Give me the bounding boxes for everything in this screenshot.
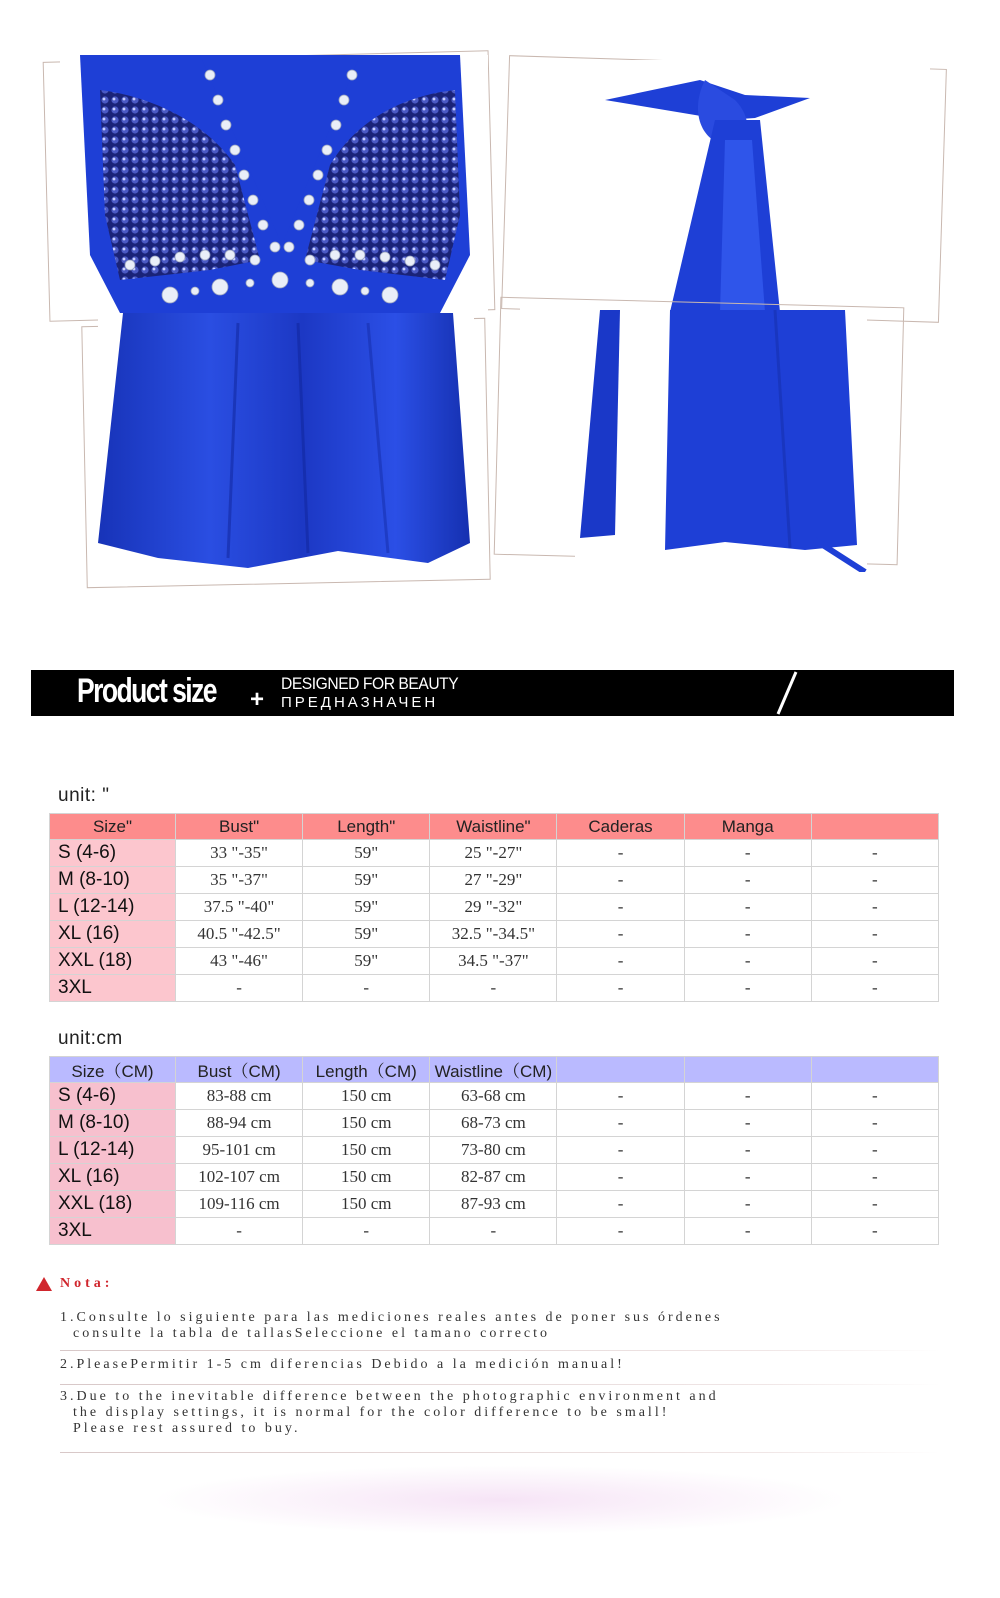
table-cell: - bbox=[684, 867, 811, 894]
size-cell: M (8-10) bbox=[50, 1110, 176, 1137]
table-cell: - bbox=[811, 840, 938, 867]
table-row bbox=[50, 1164, 939, 1191]
table-cell: 25 "-27" bbox=[430, 840, 557, 867]
table-cell: - bbox=[811, 867, 938, 894]
table-cell: - bbox=[557, 948, 684, 975]
table-cell: 27 "-29" bbox=[430, 867, 557, 894]
table-cell: 95-101 cm bbox=[176, 1137, 303, 1164]
table-cell: 59" bbox=[303, 921, 430, 948]
size-table-cm bbox=[49, 1056, 939, 1245]
table-header-row bbox=[50, 814, 939, 840]
table-cell: - bbox=[557, 1164, 684, 1191]
table-cell: 59" bbox=[303, 867, 430, 894]
table-cell: - bbox=[557, 867, 684, 894]
table-row bbox=[50, 1137, 939, 1164]
table-cell: 59" bbox=[303, 894, 430, 921]
header-cell: Caderas bbox=[557, 814, 684, 840]
banner-subtitle-en: DESIGNED FOR BEAUTY bbox=[281, 674, 459, 693]
table-cell: 102-107 cm bbox=[176, 1164, 303, 1191]
table-cell: 150 cm bbox=[303, 1137, 430, 1164]
divider bbox=[60, 1384, 940, 1385]
table-cell: 87-93 cm bbox=[430, 1191, 557, 1218]
dress-front-bodice-photo bbox=[60, 55, 488, 313]
header-cell: Waistline" bbox=[430, 814, 557, 840]
dress-skirt-image bbox=[98, 313, 474, 575]
table-row bbox=[50, 840, 939, 867]
table-row bbox=[50, 867, 939, 894]
table-cell: - bbox=[684, 921, 811, 948]
table-cell: 63-68 cm bbox=[430, 1083, 557, 1110]
size-cell: L (12-14) bbox=[50, 1137, 176, 1164]
header-cell bbox=[557, 1057, 684, 1083]
unit-label-inch: unit: " bbox=[58, 785, 110, 806]
table-cell: 29 "-32" bbox=[430, 894, 557, 921]
divider bbox=[60, 1452, 940, 1453]
table-cell: 33 "-35" bbox=[176, 840, 303, 867]
table-cell: - bbox=[684, 1110, 811, 1137]
table-cell: - bbox=[430, 975, 557, 1002]
table-cell: 32.5 "-34.5" bbox=[430, 921, 557, 948]
table-cell: - bbox=[811, 1110, 938, 1137]
table-cell: - bbox=[811, 1137, 938, 1164]
table-cell: 73-80 cm bbox=[430, 1137, 557, 1164]
table-cell: - bbox=[811, 975, 938, 1002]
product-size-banner bbox=[31, 670, 954, 716]
divider bbox=[60, 1350, 940, 1351]
nota-heading: Nota: bbox=[60, 1276, 114, 1291]
note-item-2: 2.PleasePermitir 1-5 cm diferencias Debido a la medición manual! bbox=[60, 1357, 625, 1372]
table-cell: - bbox=[176, 1218, 303, 1245]
table-cell: 43 "-46" bbox=[176, 948, 303, 975]
table-cell: - bbox=[811, 1191, 938, 1218]
table-cell: - bbox=[684, 948, 811, 975]
table-cell: - bbox=[557, 894, 684, 921]
table-cell: - bbox=[684, 1083, 811, 1110]
size-cell: 3XL bbox=[50, 975, 176, 1002]
header-cell bbox=[811, 1057, 938, 1083]
table-row bbox=[50, 1110, 939, 1137]
table-cell: 150 cm bbox=[303, 1164, 430, 1191]
table-row bbox=[50, 921, 939, 948]
table-row bbox=[50, 1083, 939, 1110]
table-cell: - bbox=[811, 1083, 938, 1110]
size-cell: 3XL bbox=[50, 1218, 176, 1245]
unit-label-cm: unit:cm bbox=[58, 1028, 123, 1049]
table-cell: 150 cm bbox=[303, 1110, 430, 1137]
table-cell: 82-87 cm bbox=[430, 1164, 557, 1191]
note-item-3: 3.Due to the inevitable difference between the photographic environment and the display settings, it is normal for the color difference to be small! Please rest assured to buy. bbox=[60, 1389, 719, 1436]
table-cell: - bbox=[557, 1218, 684, 1245]
table-cell: - bbox=[303, 975, 430, 1002]
table-cell: - bbox=[303, 1218, 430, 1245]
table-cell: - bbox=[684, 1191, 811, 1218]
header-cell: Length" bbox=[303, 814, 430, 840]
table-cell: 150 cm bbox=[303, 1083, 430, 1110]
table-cell: - bbox=[684, 894, 811, 921]
table-cell: - bbox=[811, 1218, 938, 1245]
table-cell: - bbox=[684, 975, 811, 1002]
size-cell: L (12-14) bbox=[50, 894, 176, 921]
header-cell bbox=[684, 1057, 811, 1083]
table-row bbox=[50, 975, 939, 1002]
table-row bbox=[50, 1191, 939, 1218]
warning-triangle-icon bbox=[36, 1277, 52, 1291]
table-cell: - bbox=[684, 840, 811, 867]
decorative-glow bbox=[150, 1465, 850, 1535]
size-cell: S (4-6) bbox=[50, 840, 176, 867]
table-cell: 35 "-37" bbox=[176, 867, 303, 894]
size-cell: XXL (18) bbox=[50, 1191, 176, 1218]
header-cell: Bust" bbox=[176, 814, 303, 840]
table-header-row bbox=[50, 1057, 939, 1083]
slash-decoration bbox=[756, 670, 816, 716]
size-cell: XL (16) bbox=[50, 1164, 176, 1191]
banner-subtitle-ru: ПРЕДНАЗНАЧЕН bbox=[281, 694, 439, 711]
table-cell: - bbox=[557, 1083, 684, 1110]
header-cell: Waistline（CM) bbox=[430, 1057, 557, 1083]
dress-bow-image bbox=[520, 60, 930, 312]
size-table-inch bbox=[49, 813, 939, 1002]
banner-title: Product size bbox=[77, 672, 216, 710]
table-cell: - bbox=[176, 975, 303, 1002]
table-cell: 109-116 cm bbox=[176, 1191, 303, 1218]
dress-back-bow-photo bbox=[520, 60, 930, 312]
table-cell: - bbox=[557, 840, 684, 867]
table-cell: 40.5 "-42.5" bbox=[176, 921, 303, 948]
header-cell: Bust（CM) bbox=[176, 1057, 303, 1083]
header-cell: Manga bbox=[684, 814, 811, 840]
header-cell: Size" bbox=[50, 814, 176, 840]
table-cell: - bbox=[811, 948, 938, 975]
table-cell: - bbox=[811, 1164, 938, 1191]
table-cell: 59" bbox=[303, 840, 430, 867]
header-cell: Length（CM) bbox=[303, 1057, 430, 1083]
table-row bbox=[50, 948, 939, 975]
size-cell: XXL (18) bbox=[50, 948, 176, 975]
table-cell: - bbox=[811, 921, 938, 948]
table-cell: - bbox=[684, 1218, 811, 1245]
table-cell: - bbox=[557, 975, 684, 1002]
note-item-1: 1.Consulte lo siguiente para las mediciones reales antes de poner sus órdenes consulte la tabla de tallasSeleccione el tamano correcto bbox=[60, 1310, 723, 1341]
table-cell: 34.5 "-37" bbox=[430, 948, 557, 975]
table-cell: - bbox=[811, 894, 938, 921]
table-cell: 150 cm bbox=[303, 1191, 430, 1218]
size-cell: XL (16) bbox=[50, 921, 176, 948]
table-cell: 59" bbox=[303, 948, 430, 975]
table-cell: - bbox=[557, 1191, 684, 1218]
table-body bbox=[50, 1083, 939, 1245]
table-cell: 68-73 cm bbox=[430, 1110, 557, 1137]
table-body bbox=[50, 840, 939, 1002]
table-cell: - bbox=[557, 921, 684, 948]
table-row bbox=[50, 894, 939, 921]
dress-front-skirt-photo bbox=[98, 313, 474, 575]
table-cell: - bbox=[684, 1164, 811, 1191]
table-cell: 88-94 cm bbox=[176, 1110, 303, 1137]
table-cell: - bbox=[557, 1110, 684, 1137]
table-cell: - bbox=[684, 1137, 811, 1164]
header-cell: Size（CM) bbox=[50, 1057, 176, 1083]
dress-back-sash-photo bbox=[575, 310, 867, 572]
banner-plus: + bbox=[250, 686, 265, 713]
header-cell bbox=[811, 814, 938, 840]
table-cell: 83-88 cm bbox=[176, 1083, 303, 1110]
table-cell: - bbox=[430, 1218, 557, 1245]
dress-sash-image bbox=[575, 310, 867, 572]
size-cell: M (8-10) bbox=[50, 867, 176, 894]
size-cell: S (4-6) bbox=[50, 1083, 176, 1110]
table-cell: - bbox=[557, 1137, 684, 1164]
dress-bodice-image bbox=[60, 55, 488, 313]
table-cell: 37.5 "-40" bbox=[176, 894, 303, 921]
table-row bbox=[50, 1218, 939, 1245]
